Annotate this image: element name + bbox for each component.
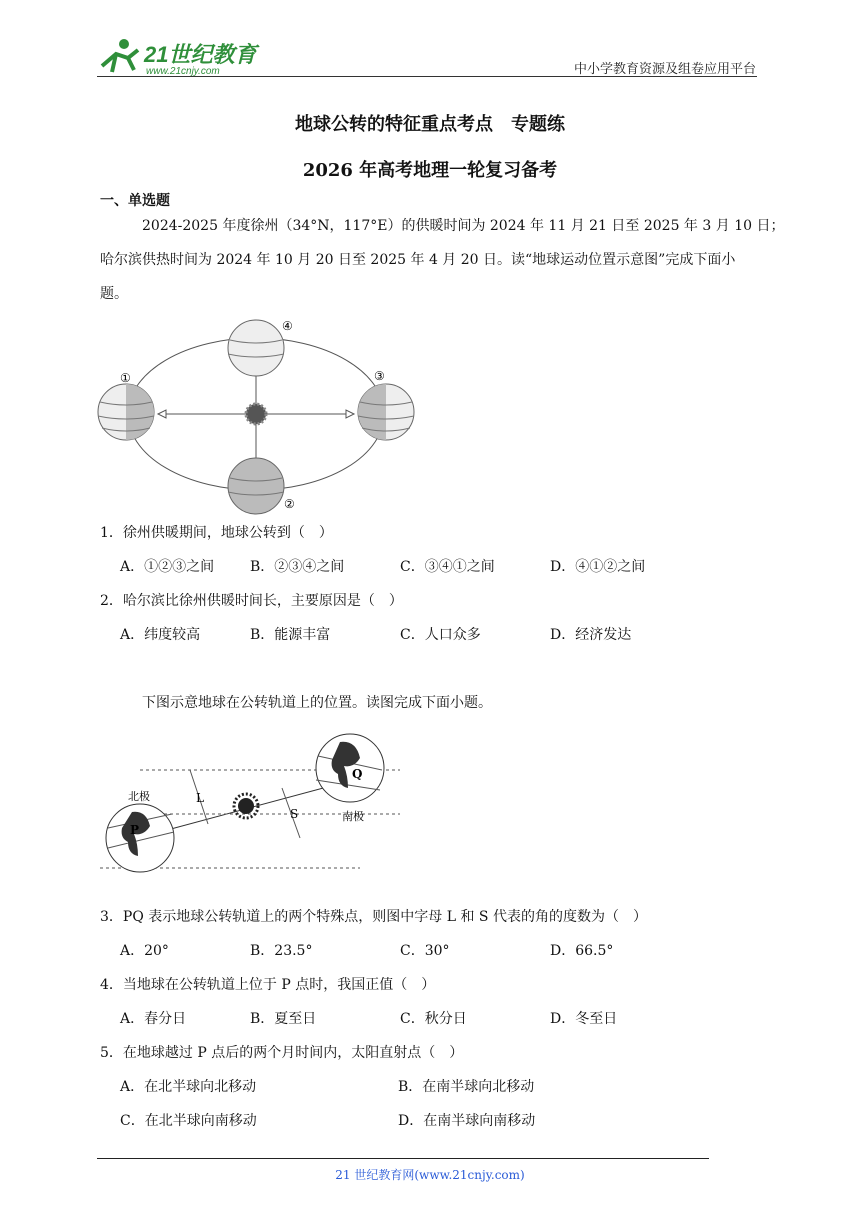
footer-divider <box>97 1158 709 1159</box>
question-3: 3．PQ 表示地球公转轨道上的两个特殊点，则图中字母 L 和 S 代表的角的度数为（ ） <box>100 909 647 925</box>
logo-text: 21世纪教育 <box>144 42 257 67</box>
title-line2: 2026 年高考地理一轮复习备考 <box>302 160 558 181</box>
label-south: 南极 <box>342 811 364 823</box>
tilt-diagram <box>100 728 400 886</box>
q2-option-c[interactable]: C．人口众多 <box>400 627 481 643</box>
q3-option-c[interactable]: C．30° <box>400 943 450 959</box>
globe-1 <box>98 384 154 440</box>
question-5: 5．在地球越过 P 点后的两个月时间内，太阳直射点（ ） <box>100 1045 464 1061</box>
q3-option-a[interactable]: A．20° <box>120 943 169 959</box>
q4-option-b[interactable]: B．夏至日 <box>250 1011 317 1027</box>
question-2: 2．哈尔滨比徐州供暖时间长，主要原因是（ ） <box>100 593 403 609</box>
passage1-line3: 题。 <box>100 286 128 302</box>
q4-option-a[interactable]: A．春分日 <box>120 1011 187 1027</box>
sun-icon <box>234 794 258 818</box>
label-4: ④ <box>282 319 293 333</box>
passage1-line2: 哈尔滨供热时间为 2024 年 10 月 20 日至 2025 年 4 月 20 日。读“地球运动位置示意图”完成下面小 <box>100 252 736 268</box>
q2-option-d[interactable]: D．经济发达 <box>550 627 632 643</box>
globe-4 <box>228 320 284 376</box>
q3-option-b[interactable]: B．23.5° <box>250 943 313 959</box>
question-1: 1．徐州供暖期间，地球公转到（ ） <box>100 525 333 541</box>
label-1: ① <box>120 371 131 385</box>
q5-option-a[interactable]: A．在北半球向北移动 <box>120 1079 257 1095</box>
globe-3 <box>358 384 414 440</box>
footer-link[interactable]: 21 世纪教育网(www.21cnjy.com) <box>335 1168 525 1182</box>
q4-option-c[interactable]: C．秋分日 <box>400 1011 467 1027</box>
q5-option-b[interactable]: B．在南半球向北移动 <box>398 1079 535 1095</box>
label-2: ② <box>284 497 295 511</box>
passage2: 下图示意地球在公转轨道上的位置。读图完成下面小题。 <box>142 695 492 711</box>
label-S: S <box>290 807 299 821</box>
title-line1: 地球公转的特征重点考点 专题练 <box>295 114 565 135</box>
q5-option-d[interactable]: D．在南半球向南移动 <box>398 1113 536 1129</box>
q5-option-c[interactable]: C．在北半球向南移动 <box>120 1113 257 1129</box>
q1-option-c[interactable]: C．③④①之间 <box>400 559 495 575</box>
label-north: 北极 <box>128 791 150 803</box>
site-logo <box>94 36 264 78</box>
q1-option-b[interactable]: B．②③④之间 <box>250 559 345 575</box>
q2-option-b[interactable]: B．能源丰富 <box>250 627 331 643</box>
globe-2 <box>228 458 284 514</box>
label-P: P <box>130 823 140 837</box>
header-divider <box>97 76 757 77</box>
q4-option-d[interactable]: D．冬至日 <box>550 1011 618 1027</box>
label-L: L <box>196 791 204 805</box>
q1-option-d[interactable]: D．④①②之间 <box>550 559 646 575</box>
logo-url: www.21cnjy.com <box>146 66 220 77</box>
globe-p <box>106 804 174 872</box>
label-3: ③ <box>374 369 385 383</box>
q2-option-a[interactable]: A．纬度较高 <box>120 627 201 643</box>
label-Q: Q <box>352 767 363 781</box>
q1-option-a[interactable]: A．①②③之间 <box>120 559 215 575</box>
orbit-diagram <box>96 312 416 516</box>
globe-q <box>316 734 384 802</box>
passage1-line1: 2024-2025 年度徐州（34°N，117°E）的供暖时间为 2024 年 11 月 21 日至 2025 年 3 月 10 日； <box>142 218 785 234</box>
q3-option-d[interactable]: D．66.5° <box>550 943 614 959</box>
question-4: 4．当地球在公转轨道上位于 P 点时，我国正值（ ） <box>100 977 436 993</box>
section-heading: 一、单选题 <box>100 193 170 209</box>
header-platform: 中小学教育资源及组卷应用平台 <box>573 62 756 77</box>
